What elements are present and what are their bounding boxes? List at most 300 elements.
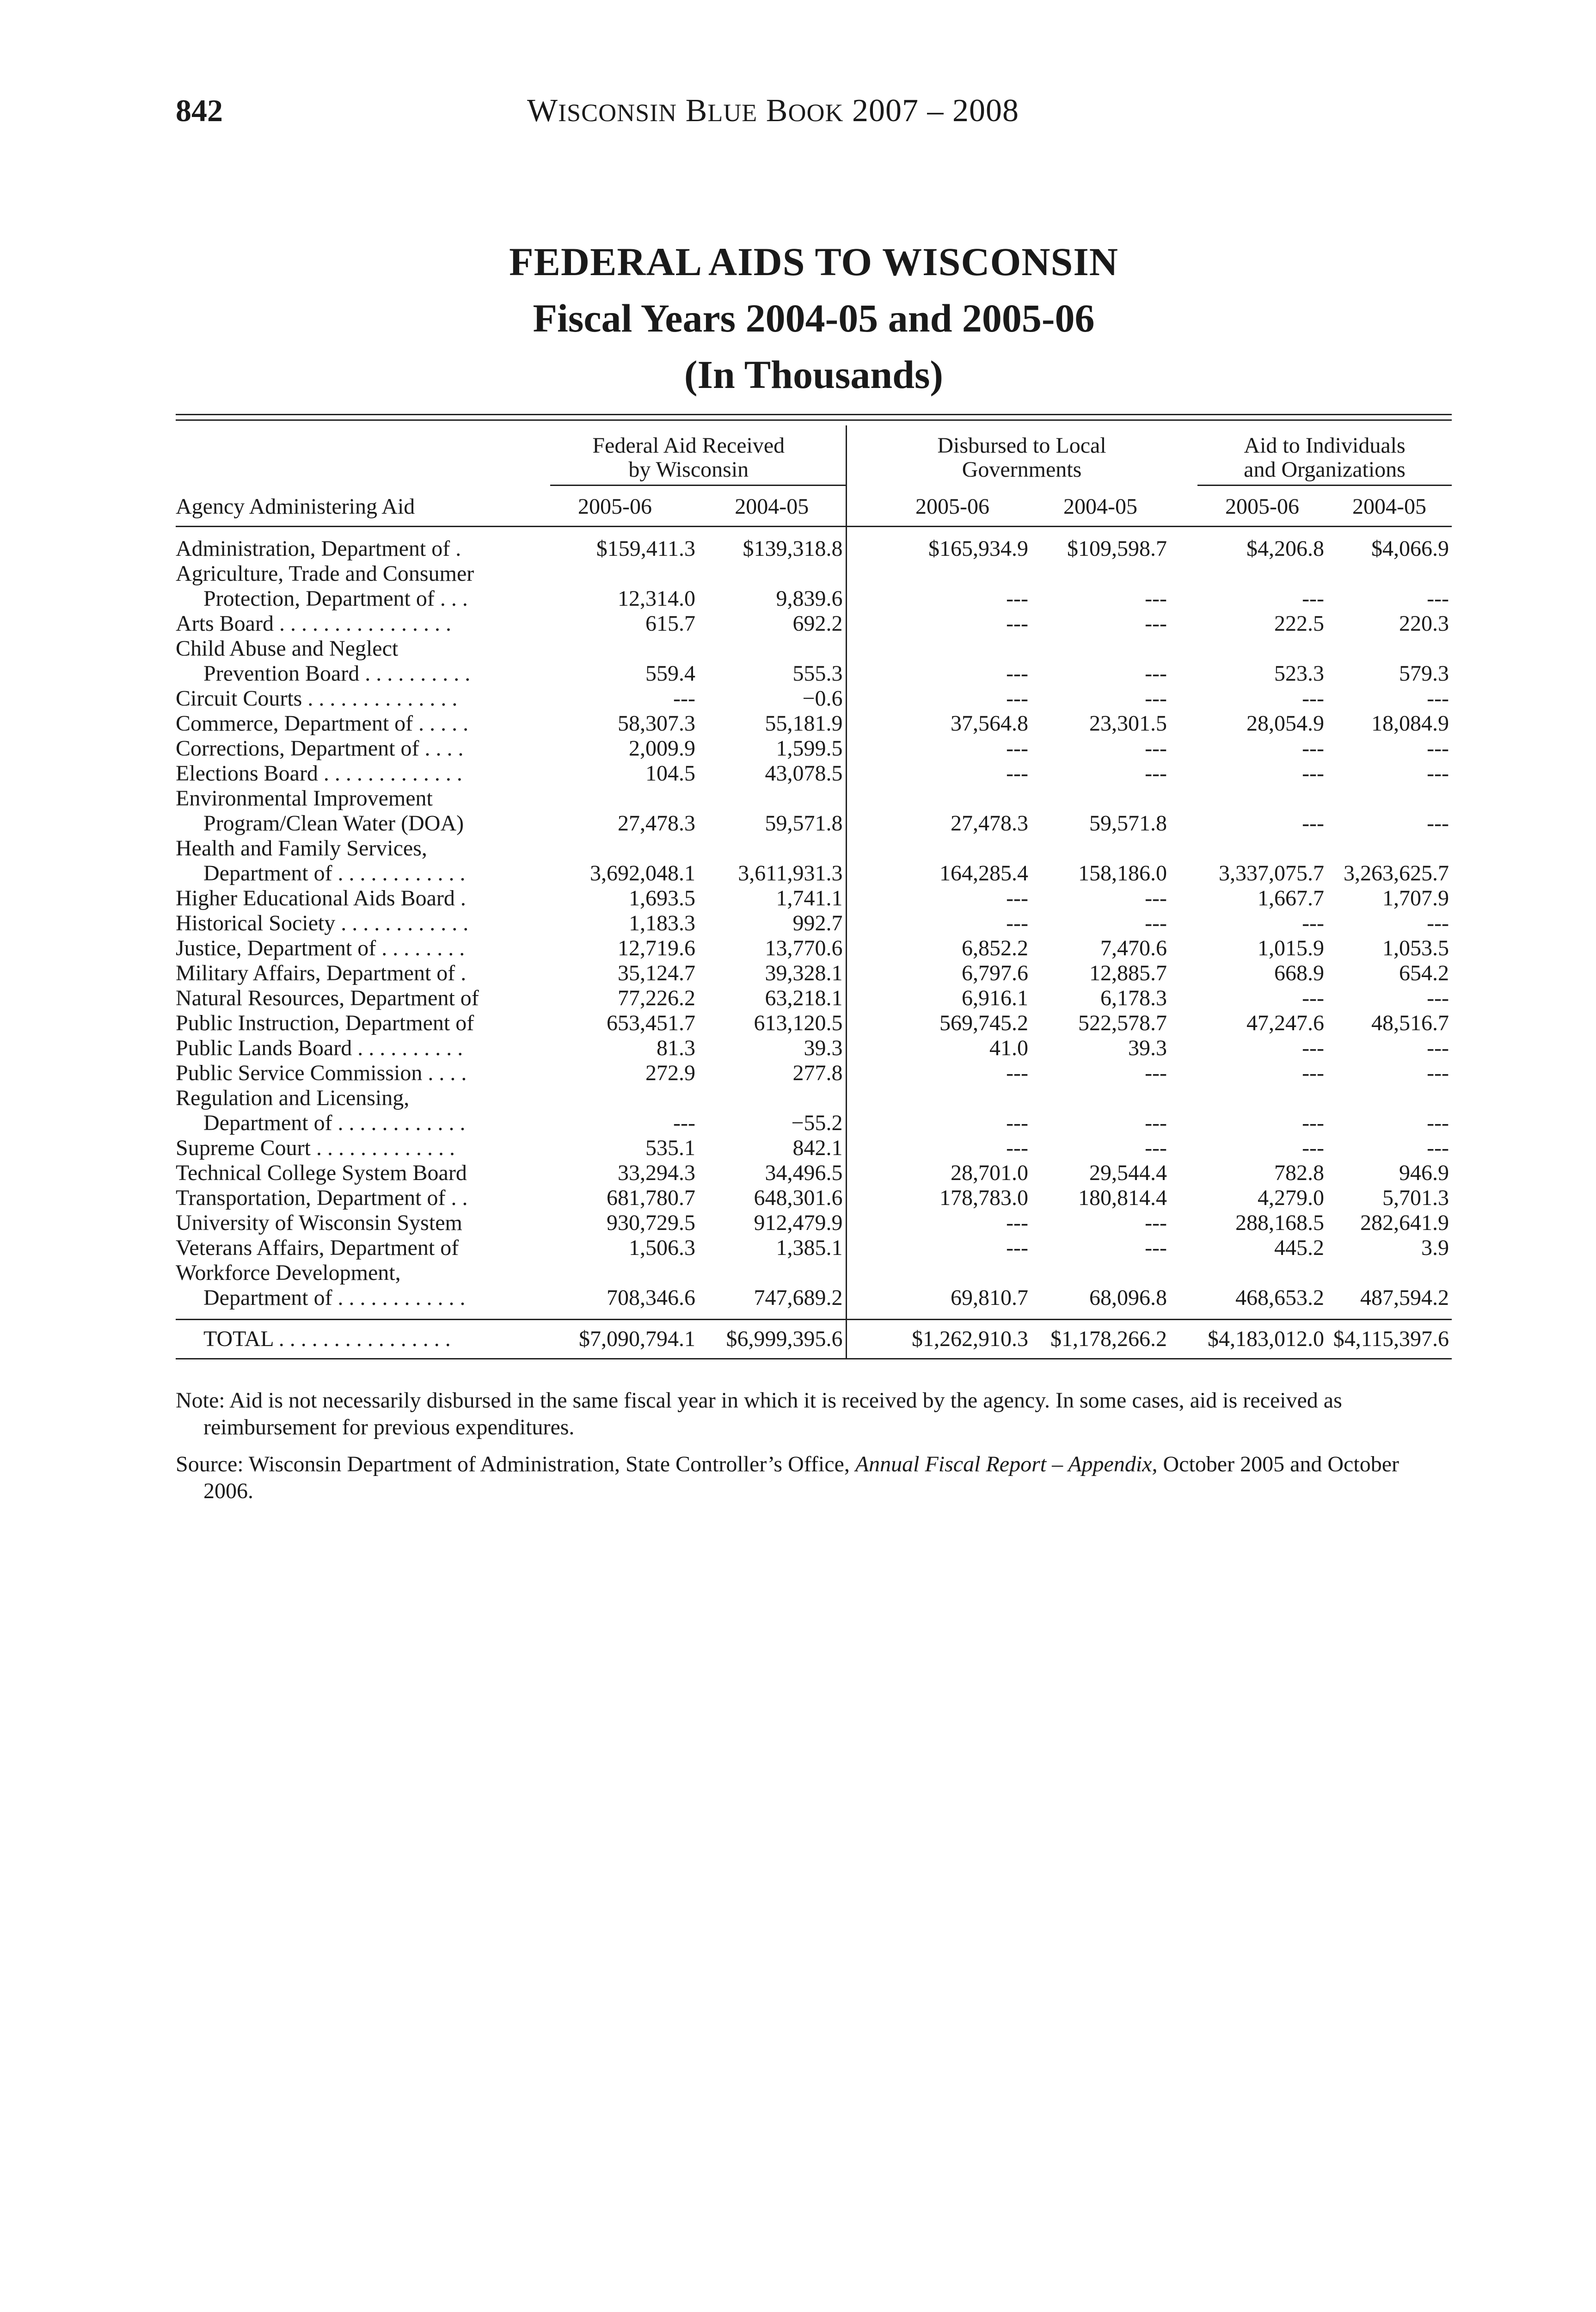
table-row <box>176 661 1452 686</box>
value-cell: --- <box>1427 1136 1449 1160</box>
value-cell: 39.3 <box>1128 1036 1167 1060</box>
value-cell: --- <box>1006 586 1029 611</box>
value-cell: 288,168.5 <box>1235 1211 1325 1235</box>
table-row <box>176 986 1452 1011</box>
agency-name: Historical Society . . . . . . . . . . . . <box>176 911 469 935</box>
table-row <box>176 1236 1452 1261</box>
column-divider <box>846 1036 874 1061</box>
value-cell <box>698 1261 846 1285</box>
column-divider <box>846 1211 874 1236</box>
table-row <box>176 1161 1452 1186</box>
column-divider <box>846 1136 874 1161</box>
value-cell: 648,301.6 <box>754 1186 843 1210</box>
value-cell: --- <box>1302 986 1325 1010</box>
value-cell: 535.1 <box>645 1136 695 1160</box>
value-cell: 445.2 <box>1274 1236 1325 1260</box>
gap-cell <box>1170 1011 1197 1036</box>
value-cell: --- <box>1006 1211 1029 1235</box>
gap-cell <box>1170 1161 1197 1186</box>
group-head-line: and Organizations <box>1244 457 1406 482</box>
source-suffix: October 2005 and October 2006. <box>203 1452 1399 1503</box>
group-underline <box>1197 485 1452 486</box>
value-cell: --- <box>1302 761 1325 786</box>
value-cell: --- <box>1427 1036 1449 1060</box>
value-cell: 747,689.2 <box>754 1285 843 1310</box>
value-cell: 48,516.7 <box>1371 1011 1449 1035</box>
total-label: TOTAL . . . . . . . . . . . . . . . . <box>176 1320 532 1359</box>
value-cell: 522,578.7 <box>1078 1011 1167 1035</box>
gap-cell <box>1170 1061 1197 1086</box>
value-cell: --- <box>1006 736 1029 761</box>
gap-cell <box>1170 761 1197 786</box>
value-cell: 164,285.4 <box>939 861 1029 885</box>
value-cell: 930,729.5 <box>607 1211 695 1235</box>
table-row <box>176 1061 1452 1086</box>
agency-name: Veterans Affairs, Department of <box>176 1236 459 1260</box>
value-cell: 220.3 <box>1399 611 1449 636</box>
value-cell: --- <box>1427 986 1449 1010</box>
title-line-1: FEDERAL AIDS TO WISCONSIN <box>509 240 1118 284</box>
value-cell: 28,701.0 <box>951 1161 1029 1185</box>
value-cell: --- <box>1302 811 1325 836</box>
group-head-line: Governments <box>962 457 1082 482</box>
running-title: WISCONSIN BLUE BOOK 2007 – 2008 <box>527 93 1019 129</box>
column-divider <box>846 1011 874 1036</box>
gap-cell <box>1170 861 1197 886</box>
agency-name: Department of . . . . . . . . . . . . <box>203 861 466 885</box>
value-cell: 681,780.7 <box>607 1186 695 1210</box>
gap-cell <box>1170 1111 1197 1136</box>
value-cell: --- <box>1145 1211 1167 1235</box>
value-cell: --- <box>1006 1061 1029 1085</box>
value-cell: 34,496.5 <box>765 1161 843 1185</box>
value-cell <box>1327 636 1452 661</box>
value-cell: 12,314.0 <box>618 586 695 611</box>
column-divider <box>846 1236 874 1261</box>
value-cell <box>1327 561 1452 586</box>
agency-name: Prevention Board . . . . . . . . . . <box>203 661 471 686</box>
value-cell: 1,693.5 <box>629 886 695 910</box>
value-cell: 27,478.3 <box>618 811 695 836</box>
value-cell: 7,470.6 <box>1100 936 1167 960</box>
agency-name: Elections Board . . . . . . . . . . . . . <box>176 761 462 786</box>
table-row <box>176 1285 1452 1310</box>
spacer-cell <box>1031 1310 1170 1320</box>
value-cell: 9,839.6 <box>776 586 843 611</box>
value-cell <box>1031 786 1170 811</box>
page-header <box>176 92 1452 143</box>
spacer-row <box>176 1310 1452 1320</box>
value-cell: --- <box>1006 1236 1029 1260</box>
group-head-local-governments <box>874 425 1170 490</box>
value-cell <box>874 836 1031 861</box>
value-cell: 12,885.7 <box>1089 961 1167 985</box>
gap-cell <box>1170 636 1197 661</box>
agency-name: Public Instruction, Department of <box>176 1011 474 1035</box>
value-cell: 81.3 <box>657 1036 695 1060</box>
value-cell: --- <box>1006 761 1029 786</box>
value-cell: 158,186.0 <box>1078 861 1167 885</box>
value-cell: 555.3 <box>792 661 843 686</box>
table-row <box>176 1086 1452 1111</box>
column-divider <box>846 1186 874 1211</box>
gap-cell <box>1170 1086 1197 1111</box>
column-divider <box>846 761 874 786</box>
page-number: 842 <box>176 93 223 128</box>
value-cell: --- <box>1145 686 1167 711</box>
value-cell: 615.7 <box>645 611 695 636</box>
value-cell: 1,599.5 <box>776 736 843 761</box>
value-cell: --- <box>1302 686 1325 711</box>
value-cell <box>1327 836 1452 861</box>
total-value: $4,183,012.0 <box>1197 1320 1327 1359</box>
value-cell: --- <box>1145 761 1167 786</box>
gap-cell <box>1170 1285 1197 1310</box>
column-divider <box>846 1320 874 1359</box>
table-row <box>176 1036 1452 1061</box>
value-cell: 3,337,075.7 <box>1219 861 1325 885</box>
table-row <box>176 886 1452 911</box>
value-cell: 33,294.3 <box>618 1161 695 1185</box>
agency-name: Corrections, Department of . . . . <box>176 736 464 761</box>
gap-cell <box>1170 586 1197 611</box>
value-cell <box>532 636 698 661</box>
table-row <box>176 1011 1452 1036</box>
value-cell: --- <box>1006 911 1029 935</box>
value-cell: $109,598.7 <box>1067 536 1167 561</box>
value-cell: 1,506.3 <box>629 1236 695 1260</box>
value-cell <box>532 561 698 586</box>
value-cell: --- <box>1006 1111 1029 1135</box>
value-cell: 3.9 <box>1421 1236 1449 1260</box>
value-cell <box>1197 836 1327 861</box>
table-row <box>176 1211 1452 1236</box>
gap-cell <box>1170 911 1197 936</box>
agency-name: Administration, Department of . <box>176 536 461 561</box>
agency-name: Program/Clean Water (DOA) <box>203 811 464 836</box>
column-divider <box>846 561 874 586</box>
value-cell: −0.6 <box>802 686 843 711</box>
agency-name: Technical College System Board <box>176 1161 467 1185</box>
gap-cell <box>1170 1236 1197 1261</box>
table-row <box>176 811 1452 836</box>
table-row <box>176 561 1452 586</box>
value-cell: 35,124.7 <box>618 961 695 985</box>
table-row <box>176 1261 1452 1285</box>
agency-name: Department of . . . . . . . . . . . . <box>203 1285 466 1310</box>
agency-name: Public Service Commission . . . . <box>176 1061 467 1085</box>
value-cell: 12,719.6 <box>618 936 695 960</box>
value-cell: 668.9 <box>1274 961 1325 985</box>
gap-cell <box>1170 1186 1197 1211</box>
value-cell: 13,770.6 <box>765 936 843 960</box>
gap-cell <box>1170 1320 1197 1359</box>
agency-name: Workforce Development, <box>176 1261 401 1285</box>
gap-cell <box>1170 661 1197 686</box>
agency-name: Regulation and Licensing, <box>176 1086 410 1110</box>
source-prefix: Source: Wisconsin Department of Administration, State Controller’s Office, <box>176 1452 855 1476</box>
value-cell: 613,120.5 <box>754 1011 843 1035</box>
value-cell: 487,594.2 <box>1360 1285 1449 1310</box>
value-cell <box>532 1086 698 1111</box>
table-row <box>176 761 1452 786</box>
value-cell: 4,279.0 <box>1258 1186 1325 1210</box>
value-cell: --- <box>1145 1236 1167 1260</box>
value-cell: 654.2 <box>1399 961 1449 985</box>
value-cell: 68,096.8 <box>1089 1285 1167 1310</box>
table-row <box>176 736 1452 761</box>
agency-name: Department of . . . . . . . . . . . . <box>203 1111 466 1135</box>
column-divider <box>846 611 874 636</box>
value-cell: --- <box>1145 911 1167 935</box>
value-cell: 39.3 <box>804 1036 843 1060</box>
year-header: 2005-06 <box>1197 490 1327 527</box>
value-cell: 1,053.5 <box>1382 936 1449 960</box>
agency-name: Agriculture, Trade and Consumer <box>176 561 474 586</box>
value-cell: $159,411.3 <box>596 536 695 561</box>
column-divider <box>846 811 874 836</box>
value-cell: 272.9 <box>645 1061 695 1085</box>
source-title: Annual Fiscal Report – Appendix, <box>855 1452 1158 1476</box>
value-cell: 1,707.9 <box>1382 886 1449 910</box>
value-cell: 559.4 <box>645 661 695 686</box>
column-divider <box>846 1061 874 1086</box>
value-cell <box>1197 786 1327 811</box>
value-cell <box>1197 561 1327 586</box>
agency-name: Higher Educational Aids Board . <box>176 886 466 910</box>
column-divider <box>846 886 874 911</box>
gap-cell <box>1170 527 1197 562</box>
value-cell <box>874 1261 1031 1285</box>
gap-cell <box>1170 886 1197 911</box>
agency-name: Child Abuse and Neglect <box>176 636 399 661</box>
group-head-line: by Wisconsin <box>628 457 749 482</box>
value-cell: --- <box>1145 661 1167 686</box>
value-cell: $4,066.9 <box>1371 536 1449 561</box>
gap-cell <box>1170 711 1197 736</box>
table-row <box>176 686 1452 711</box>
column-divider <box>846 1161 874 1186</box>
value-cell: 55,181.9 <box>765 711 843 736</box>
value-cell: 708,346.6 <box>607 1285 695 1310</box>
gap-cell <box>1170 561 1197 586</box>
value-cell: 842.1 <box>792 1136 843 1160</box>
value-cell <box>1197 1261 1327 1285</box>
spacer-cell <box>1170 1310 1197 1320</box>
year-header: 2004-05 <box>1327 490 1452 527</box>
value-cell <box>532 786 698 811</box>
value-cell: --- <box>1427 1111 1449 1135</box>
gap-cell <box>1170 961 1197 986</box>
agency-name: Arts Board . . . . . . . . . . . . . . . . <box>176 611 451 636</box>
value-cell: 27,478.3 <box>951 811 1029 836</box>
group-head-federal-aid <box>532 425 846 490</box>
table-row <box>176 836 1452 861</box>
column-divider <box>846 527 874 562</box>
column-divider <box>846 1086 874 1111</box>
value-cell <box>874 786 1031 811</box>
value-cell: --- <box>1427 761 1449 786</box>
value-cell: --- <box>1145 1136 1167 1160</box>
table-row <box>176 911 1452 936</box>
value-cell: --- <box>1427 586 1449 611</box>
total-value: $7,090,794.1 <box>532 1320 698 1359</box>
gap-cell <box>1170 1261 1197 1285</box>
column-divider <box>846 936 874 961</box>
total-value: $6,999,395.6 <box>698 1320 846 1359</box>
value-cell: 653,451.7 <box>607 1011 695 1035</box>
table-row <box>176 861 1452 886</box>
gap-cell <box>1170 986 1197 1011</box>
value-cell <box>698 561 846 586</box>
gap-cell <box>1170 811 1197 836</box>
year-header: 2004-05 <box>1031 490 1170 527</box>
value-cell <box>1327 1261 1452 1285</box>
column-divider <box>846 686 874 711</box>
agency-name: Environmental Improvement <box>176 786 433 811</box>
value-cell: −55.2 <box>791 1111 843 1135</box>
value-cell: 18,084.9 <box>1371 711 1449 736</box>
title-line-2: Fiscal Years 2004-05 and 2005-06 <box>533 296 1095 340</box>
value-cell: 59,571.8 <box>765 811 843 836</box>
group-head-line: Disbursed to Local <box>937 433 1106 458</box>
value-cell: 992.7 <box>792 911 843 935</box>
value-cell: 59,571.8 <box>1089 811 1167 836</box>
value-cell: --- <box>1427 1061 1449 1085</box>
column-divider <box>846 861 874 886</box>
value-cell: 1,667.7 <box>1258 886 1325 910</box>
empty-head <box>1170 425 1197 490</box>
agency-name: Military Affairs, Department of . <box>176 961 467 985</box>
value-cell: 222.5 <box>1274 611 1325 636</box>
value-cell: 523.3 <box>1274 661 1325 686</box>
value-cell: 1,183.3 <box>629 911 695 935</box>
group-head-line: Federal Aid Received <box>592 433 785 458</box>
value-cell: 6,797.6 <box>962 961 1029 985</box>
gap-cell <box>1170 1136 1197 1161</box>
total-row <box>176 1320 1452 1359</box>
value-cell: --- <box>1145 586 1167 611</box>
value-cell: 43,078.5 <box>765 761 843 786</box>
value-cell: --- <box>1145 1061 1167 1085</box>
value-cell: --- <box>1006 686 1029 711</box>
column-divider <box>846 636 874 661</box>
value-cell: 29,544.4 <box>1089 1161 1167 1185</box>
value-cell: --- <box>1006 661 1029 686</box>
value-cell: --- <box>1427 736 1449 761</box>
column-divider <box>846 786 874 811</box>
column-divider <box>846 961 874 986</box>
year-header: 2005-06 <box>874 490 1031 527</box>
federal-aids-table <box>176 425 1452 1359</box>
table-row <box>176 1111 1452 1136</box>
column-divider <box>846 1285 874 1310</box>
value-cell: 1,385.1 <box>776 1236 843 1260</box>
agency-name: Transportation, Department of . . <box>176 1186 468 1210</box>
value-cell: 5,701.3 <box>1382 1186 1449 1210</box>
table-row <box>176 786 1452 811</box>
value-cell <box>532 836 698 861</box>
value-cell: --- <box>1302 1136 1325 1160</box>
value-cell: --- <box>1006 886 1029 910</box>
value-cell: 39,328.1 <box>765 961 843 985</box>
spacer-cell <box>874 1310 1031 1320</box>
column-divider <box>846 490 874 527</box>
value-cell: $165,934.9 <box>928 536 1029 561</box>
value-cell: 579.3 <box>1399 661 1449 686</box>
value-cell: --- <box>1006 611 1029 636</box>
value-cell <box>1031 636 1170 661</box>
value-cell <box>698 636 846 661</box>
column-divider <box>846 836 874 861</box>
gap-cell <box>1170 836 1197 861</box>
value-cell: --- <box>1427 811 1449 836</box>
year-header: 2005-06 <box>532 490 698 527</box>
spacer-cell <box>1197 1310 1327 1320</box>
value-cell: 63,218.1 <box>765 986 843 1010</box>
value-cell: --- <box>1145 886 1167 910</box>
value-cell <box>1031 1086 1170 1111</box>
note-text: Note: Aid is not necessarily disbursed in the same fiscal year in which it is received by the agency. In some cases, aid is received as reimbursement for previous expenditures. <box>176 1388 1342 1439</box>
value-cell <box>1031 561 1170 586</box>
source-text <box>176 1451 1452 1505</box>
table-row <box>176 711 1452 736</box>
value-cell: 692.2 <box>792 611 843 636</box>
value-cell: 782.8 <box>1274 1161 1325 1185</box>
value-cell: $4,206.8 <box>1246 536 1325 561</box>
group-head-individuals <box>1197 425 1452 490</box>
value-cell <box>698 836 846 861</box>
total-value: $1,262,910.3 <box>874 1320 1031 1359</box>
group-underline <box>550 485 846 486</box>
value-cell: --- <box>1006 1136 1029 1160</box>
gap-cell <box>1170 786 1197 811</box>
value-cell: 277.8 <box>792 1061 843 1085</box>
value-cell: --- <box>673 686 695 711</box>
value-cell <box>532 1261 698 1285</box>
column-divider <box>846 736 874 761</box>
column-divider <box>846 1310 874 1320</box>
value-cell: --- <box>1302 1111 1325 1135</box>
value-cell: --- <box>1145 1111 1167 1135</box>
value-cell <box>1031 836 1170 861</box>
top-rule-2 <box>176 419 1452 421</box>
gap-cell <box>1170 936 1197 961</box>
table-row <box>176 1136 1452 1161</box>
value-cell: 6,852.2 <box>962 936 1029 960</box>
gap-cell <box>1170 490 1197 527</box>
agency-name: Health and Family Services, <box>176 836 427 861</box>
agency-name: Justice, Department of . . . . . . . . <box>176 936 465 960</box>
value-cell: --- <box>673 1111 695 1135</box>
column-divider <box>846 986 874 1011</box>
value-cell: --- <box>1145 736 1167 761</box>
value-cell: 1,015.9 <box>1258 936 1325 960</box>
total-value: $1,178,266.2 <box>1031 1320 1170 1359</box>
agency-name: Commerce, Department of . . . . . <box>176 711 469 736</box>
value-cell: 2,009.9 <box>629 736 695 761</box>
gap-cell <box>1170 686 1197 711</box>
value-cell: 3,692,048.1 <box>590 861 695 885</box>
value-cell <box>874 636 1031 661</box>
value-cell: 104.5 <box>645 761 695 786</box>
spacer-cell <box>176 1310 532 1320</box>
column-divider <box>846 911 874 936</box>
value-cell <box>698 786 846 811</box>
year-header: 2004-05 <box>698 490 846 527</box>
value-cell: --- <box>1302 1061 1325 1085</box>
spacer-cell <box>698 1310 846 1320</box>
